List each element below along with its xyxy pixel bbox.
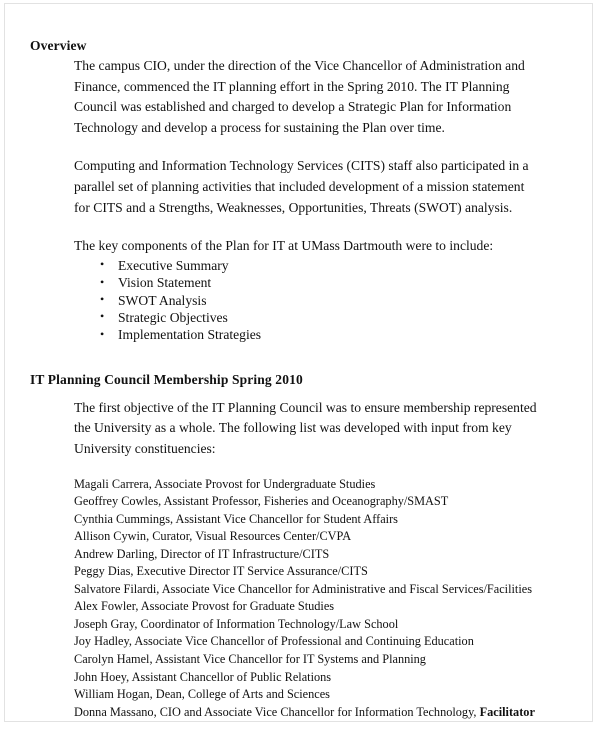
document-page [4, 3, 593, 722]
roster-entry-text: Cynthia Cummings, Assistant Vice Chancellor for Student Affairs [74, 511, 398, 526]
roster-entry-text: Peggy Dias, Executive Director IT Service Assurance/CITS [74, 564, 368, 579]
roster-entry-text: Carolyn Hamel, Assistant Vice Chancellor for IT Systems and Planning [74, 652, 426, 667]
roster-entry-text: Allison Cywin, Curator, Visual Resources Center/CVPA [74, 529, 352, 544]
roster-entry [74, 651, 574, 669]
list-item: • Strategic Objectives [100, 309, 574, 326]
roster-entry [74, 563, 574, 581]
overview-body [74, 56, 574, 257]
roster-entry [74, 616, 574, 634]
spacer [30, 388, 574, 396]
roster-entry [74, 581, 574, 599]
roster-entry-text: Magali Carrera, Associate Provost for Undergraduate Studies [74, 476, 376, 491]
roster-entry [74, 633, 574, 651]
roster-entry [74, 511, 574, 529]
roster-entry-text: William Hogan, Dean, College of Arts and Sciences [74, 687, 330, 702]
roster-entry [74, 704, 574, 722]
roster-entry [74, 546, 574, 564]
roster-entry-text: Andrew Darling, Director of IT Infrastructure/CITS [74, 546, 330, 561]
section-heading-overview: Overview [30, 38, 87, 53]
plan-components-list [100, 257, 574, 344]
roster-entry [74, 598, 574, 616]
list-item: • SWOT Analysis [100, 292, 574, 309]
document-content [30, 37, 574, 721]
roster-entry [74, 528, 574, 546]
roster-entry [74, 476, 574, 494]
overview-paragraph-3: The key components of the Plan for IT at UMass Dartmouth were to include: [74, 238, 494, 254]
membership-body [74, 398, 574, 460]
overview-paragraph-2: Computing and Information Technology Services (CITS) staff also participated in a parallel set of planning activities that included development of a mission statement for CITS and a Strengths, Weaknesses, Opportunities, Threats (SWOT) analysis. [74, 158, 529, 215]
list-item: • Executive Summary [100, 257, 574, 274]
roster-entry-text: Alex Fowler, Associate Provost for Graduate Studies [74, 599, 335, 614]
roster-entry [74, 669, 574, 687]
membership-paragraph-1: The first objective of the IT Planning Council was to ensure membership represented the University as a whole. The following list was developed with input from key University constituencies: [74, 399, 537, 456]
roster-entry-text: Salvatore Filardi, Associate Vice Chancellor for Administrative and Fiscal Services/Facilities [74, 581, 533, 596]
overview-paragraph-1: The campus CIO, under the direction of the Vice Chancellor of Administration and Finance, commenced the IT planning effort in the Spring 2010. The IT Planning Council was established and charged to develop a Strategic Plan for Information Technology and develop a process for sustaining the Plan over time. [74, 58, 525, 135]
roster-entry-text: Joseph Gray, Coordinator of Information Technology/Law School [74, 616, 399, 631]
roster-entry-text: Donna Massano, CIO and Associate Vice Chancellor for Information Technology, [74, 704, 480, 719]
roster-entry-text: John Hoey, Assistant Chancellor of Public Relations [74, 669, 332, 684]
section-heading-membership: IT Planning Council Membership Spring 2010 [30, 371, 303, 387]
roster-entry [74, 493, 574, 511]
roster-entry [74, 686, 574, 704]
roster-entry-role: Facilitator [479, 704, 535, 719]
membership-roster [74, 476, 574, 722]
roster-entry-text: Joy Hadley, Associate Vice Chancellor of Professional and Continuing Education [74, 634, 474, 649]
list-item: • Vision Statement [100, 274, 574, 291]
spacer [30, 344, 574, 358]
list-item: • Implementation Strategies [100, 326, 574, 343]
roster-entry-text: Geoffrey Cowles, Assistant Professor, Fisheries and Oceanography/SMAST [74, 494, 449, 509]
